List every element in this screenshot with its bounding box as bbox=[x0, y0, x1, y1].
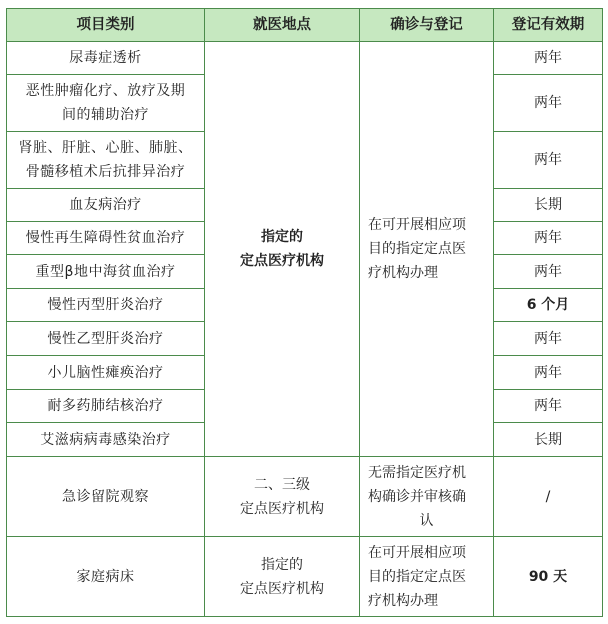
validity-cell: 两年 bbox=[494, 356, 603, 390]
category-cell bbox=[7, 423, 205, 457]
category-line: 恶性肿瘤化疗、放疗及期 bbox=[25, 83, 186, 99]
category-cell bbox=[7, 189, 205, 222]
confirmation-line: 疗机构办理 bbox=[368, 592, 438, 609]
location-cell bbox=[205, 457, 360, 537]
table-row bbox=[7, 457, 603, 537]
category-cell bbox=[7, 390, 205, 423]
validity-cell: 两年 bbox=[494, 222, 603, 255]
category-line: 肾脏、肝脏、心脏、肺脏、 bbox=[18, 140, 193, 156]
confirmation-line: 在可开展相应项 bbox=[368, 217, 466, 233]
category-cell bbox=[7, 356, 205, 390]
confirmation-cell bbox=[360, 537, 494, 617]
category-line: 重型β地中海贫血治疗 bbox=[35, 263, 176, 280]
validity-cell: / bbox=[494, 457, 603, 537]
confirmation-line: 认 bbox=[419, 512, 434, 529]
category-cell: 急诊留院观察 bbox=[7, 457, 205, 537]
location-line: 指定的 bbox=[261, 556, 303, 573]
table-row bbox=[7, 537, 603, 617]
location-line: 二、三级 bbox=[254, 476, 310, 493]
category-line: 血友病治疗 bbox=[69, 197, 142, 213]
confirmation-line: 构确诊并审核确 bbox=[368, 488, 466, 505]
category-line: 耐多药肺结核治疗 bbox=[47, 398, 164, 414]
validity-cell: 两年 bbox=[494, 132, 603, 189]
validity-cell: 两年 bbox=[494, 42, 603, 75]
category-line: 尿毒症透析 bbox=[69, 50, 142, 66]
category-cell bbox=[7, 322, 205, 356]
category-cell bbox=[7, 222, 205, 255]
validity-cell: 两年 bbox=[494, 75, 603, 132]
validity-cell: 长期 bbox=[494, 189, 603, 222]
category-cell bbox=[7, 42, 205, 75]
category-line: 小儿脑性瘫痪治疗 bbox=[47, 364, 164, 381]
category-line: 骨髓移植术后抗排异治疗 bbox=[25, 164, 186, 180]
category-cell bbox=[7, 132, 205, 189]
header-location: 就医地点 bbox=[205, 9, 360, 42]
confirmation-line: 疗机构办理 bbox=[368, 265, 438, 281]
header-category: 项目类别 bbox=[7, 9, 205, 42]
header-row bbox=[7, 9, 603, 42]
location-line: 定点医疗机构 bbox=[240, 580, 324, 597]
category-line: 慢性丙型肝炎治疗 bbox=[47, 297, 164, 313]
validity-cell: 6 个月 bbox=[494, 289, 603, 322]
header-validity: 登记有效期 bbox=[494, 9, 603, 42]
validity-cell: 长期 bbox=[494, 423, 603, 457]
medical-items-table bbox=[6, 8, 603, 617]
category-line: 艾滋病病毒感染治疗 bbox=[40, 431, 171, 448]
location-cell bbox=[205, 537, 360, 617]
validity-cell: 90 天 bbox=[494, 537, 603, 617]
location-line: 定点医疗机构 bbox=[240, 500, 324, 517]
category-line: 慢性再生障碍性贫血治疗 bbox=[25, 230, 186, 246]
confirmation-line: 无需指定医疗机 bbox=[368, 464, 466, 481]
validity-cell: 两年 bbox=[494, 390, 603, 423]
confirmation-line: 目的指定定点医 bbox=[368, 241, 466, 257]
validity-cell: 两年 bbox=[494, 322, 603, 356]
category-line: 间的辅助治疗 bbox=[62, 107, 149, 123]
location-line: 定点医疗机构 bbox=[240, 253, 324, 269]
category-cell bbox=[7, 289, 205, 322]
category-cell: 家庭病床 bbox=[7, 537, 205, 617]
confirmation-line: 在可开展相应项 bbox=[368, 544, 466, 561]
confirmation-cell bbox=[360, 457, 494, 537]
confirmation-cell bbox=[360, 42, 494, 457]
category-cell bbox=[7, 75, 205, 132]
table-row bbox=[7, 42, 603, 75]
category-cell bbox=[7, 255, 205, 289]
location-cell bbox=[205, 42, 360, 457]
header-confirmation: 确诊与登记 bbox=[360, 9, 494, 42]
category-line: 慢性乙型肝炎治疗 bbox=[47, 330, 164, 347]
confirmation-line: 目的指定定点医 bbox=[368, 568, 466, 585]
validity-cell: 两年 bbox=[494, 255, 603, 289]
location-line: 指定的 bbox=[261, 229, 303, 245]
